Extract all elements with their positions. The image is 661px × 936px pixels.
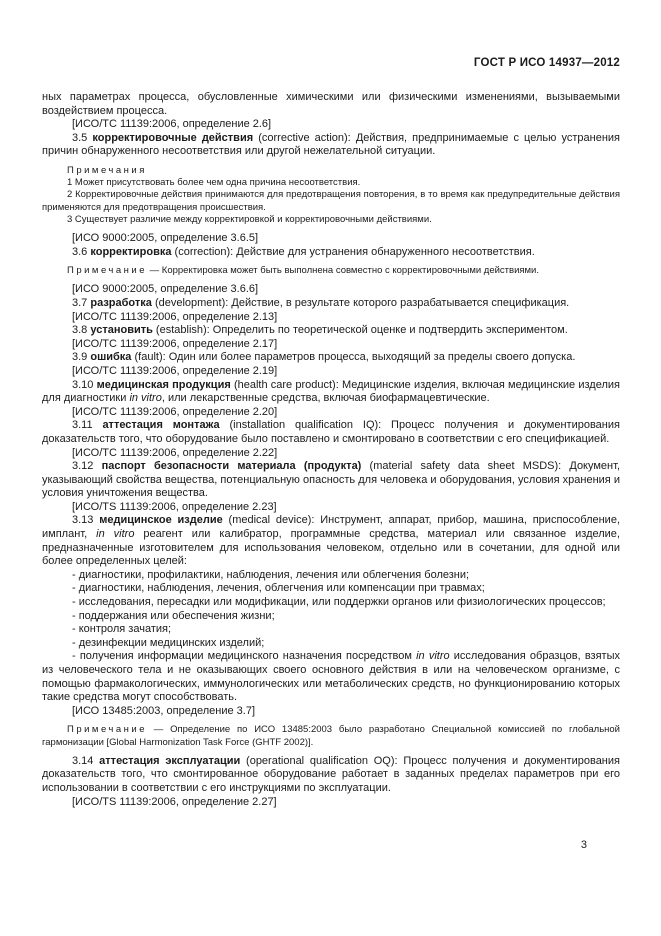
text-run: 3.12 (72, 460, 102, 473)
text-run: (installation qualification IQ): Процесс получения и документирования доказательств того, что оборудование было поставлено и смонтировано в соответствии с его спецификацией. (42, 419, 620, 445)
source-reference (42, 365, 620, 379)
text-run: [ИСО/TS 11139:2006, определение 2.27] (72, 795, 277, 808)
list-item (42, 623, 620, 637)
paragraph (42, 132, 620, 159)
source-reference (42, 283, 620, 297)
note (42, 177, 620, 189)
text-run: 3.5 (72, 131, 93, 144)
text-run: Примечание (67, 265, 147, 277)
text-run: 3.6 (72, 245, 91, 258)
text-run: [ИСО 9000:2005, определение 3.6.5] (72, 231, 259, 244)
text-run: [ИСО/TS 11139:2006, определение 2.23] (72, 500, 277, 513)
text-run: аттестация эксплуатации (99, 754, 241, 767)
text-run: [ИСО/ТС 11139:2006, определение 2.6] (72, 118, 272, 131)
text-run: [ИСО 13485:2003, определение 3.7] (72, 704, 256, 717)
source-reference (42, 406, 620, 420)
text-run: - исследования, пересадки или модификации, или поддержки органов или физиологических процессов; (72, 596, 606, 609)
note (42, 214, 620, 226)
text-run: - диагностики, профилактики, наблюдения, лечения или облегчения болезни; (72, 568, 470, 581)
list-item (42, 637, 620, 651)
paragraph (42, 419, 620, 446)
text-run: [ИСО/ТС 11139:2006, определение 2.19] (72, 364, 278, 377)
text-run: разработка (90, 296, 152, 309)
text-run: - поддержания или обеспечения жизни; (72, 609, 275, 622)
text-run: 3.13 (72, 514, 100, 527)
paragraph (42, 379, 620, 406)
paragraph (42, 297, 620, 311)
text-run: [ИСО/ТС 11139:2006, определение 2.13] (72, 310, 278, 323)
text-run: (operational qualification OQ): Процесс получения и документирования доказательств того, что смонтированное оборудование работает в заданных пределах параметров при его использовании в соответствии с его инструкциями по эксплуатации. (42, 754, 620, 794)
text-run: - контроля зачатия; (72, 623, 172, 636)
text-run: ных параметрах процесса, обусловленные химическими или физическими изменениями, вызываемыми воздействием процесса. (42, 91, 620, 117)
paragraph (42, 514, 620, 568)
document-header-title: ГОСТ Р ИСО 14937—2012 (473, 57, 620, 69)
note (42, 189, 620, 213)
source-reference (42, 705, 620, 719)
source-reference (42, 501, 620, 515)
text-run: - диагностики, наблюдения, лечения, облегчения или компенсации при травмах; (72, 582, 485, 595)
text-run: 1 Может присутствовать более чем одна причина несоответствия. (67, 177, 361, 189)
text-run: медицинская продукция (96, 378, 231, 391)
text-run: корректировка (90, 245, 172, 258)
source-reference (42, 338, 620, 352)
text-run: — Корректировка может быть выполнена совместно с корректировочными действиями. (147, 265, 540, 277)
text-run: (corrective action): Действия, предпринимаемые с целью устранения причин обнаруженного несоответствия или другой нежелательной ситуации. (42, 131, 620, 158)
text-run: (development): Действие, в результате которого разрабатывается спецификация. (151, 296, 570, 309)
text-run: (health care product): Медицинские изделия, включая медицинские изделия для диагностики (42, 378, 620, 405)
source-reference (42, 311, 620, 325)
text-run: [ИСО 9000:2005, определение 3.6.6] (72, 283, 259, 296)
text-run: ошибка (90, 351, 132, 364)
list-item (42, 569, 620, 583)
page-number: 3 (580, 839, 587, 851)
paragraph (42, 755, 620, 796)
list-item (42, 596, 620, 610)
source-reference (42, 796, 620, 810)
text-run: 3.14 (72, 754, 100, 767)
text-run: [ИСО/ТС 11139:2006, определение 2.17] (72, 337, 278, 350)
notes-heading (42, 165, 620, 177)
text-run: in vitro (416, 650, 450, 663)
text-run: 3 Существует различие между корректировкой и корректировочными действиями. (67, 213, 432, 225)
note (42, 265, 620, 277)
text-run: (material safety data sheet MSDS): Документ, указывающий свойства вещества, потенциальную опасность для человека и оборудования, условия хранения и условия уничтожения вещества. (42, 460, 621, 500)
text-run: медицинское изделие (99, 514, 223, 527)
text-run: Примечание (67, 724, 147, 736)
source-reference (42, 232, 620, 246)
text-run: in vitro (129, 392, 162, 405)
paragraph (42, 460, 620, 501)
list-item (42, 582, 620, 596)
text-run: - получения информации медицинского назначения посредством (72, 650, 417, 663)
text-run: (fault): Один или более параметров процесса, выходящий за пределы своего допуска. (131, 351, 576, 364)
source-reference (42, 118, 620, 132)
text-run: - дезинфекции медицинских изделий; (72, 636, 265, 649)
text-run: (correction): Действие для устранения обнаруженного несоответствия. (171, 245, 535, 258)
note (42, 724, 620, 748)
text-run: исследования образцов, взятых из человеческого тела и не оказывающих своего основного действия в или на человеческом организме, с помощью фармакологических, иммунологических или метаболических средств, но функционированию которых такие средства могут способствовать. (42, 650, 620, 704)
text-run: 3.11 (72, 419, 103, 432)
source-reference (42, 447, 620, 461)
text-run: (establish): Определить по теоретической оценке и подтвердить экспериментом. (152, 324, 568, 337)
list-item (42, 650, 620, 704)
text-run: паспорт безопасности материала (продукта) (101, 460, 362, 473)
paragraph-continuation (42, 91, 620, 118)
text-run: 3.8 (72, 324, 91, 337)
text-run: 3.7 (72, 296, 91, 309)
paragraph (42, 351, 620, 365)
paragraph (42, 246, 620, 260)
text-run: Примечания (67, 164, 147, 176)
text-run: реагент или калибратор, программные средства, материал или связанное изделие, предназначенные изготовителем для использования человеком, отдельно или в сочетании, для одной или более определенных целей: (42, 528, 620, 568)
text-run: , или лекарственные средства, включая биофармацевтические. (161, 392, 490, 405)
text-run: 2 Корректировочные действия принимаются для предотвращения повторения, в то время как предупредительные действия применяются для предотвращения происшествия. (42, 189, 620, 213)
text-run: установить (90, 324, 153, 337)
text-run: — Определение по ИСО 13485:2003 было разработано Специальной комиссией по глобальной гармонизации [Global Harmonization Task Force (GHTF 2002)]. (42, 724, 620, 748)
text-run: 3.9 (72, 351, 91, 364)
document-body (42, 91, 620, 809)
paragraph (42, 324, 620, 338)
text-run: 3.10 (72, 378, 97, 391)
text-run: [ИСО/ТС 11139:2006, определение 2.20] (72, 405, 278, 418)
text-run: in vitro (96, 528, 135, 541)
text-run: корректировочные действия (92, 131, 254, 144)
text-run: аттестация монтажа (102, 419, 220, 432)
text-run: [ИСО/ТС 11139:2006, определение 2.22] (72, 446, 278, 459)
text-run: (medical device): Инструмент, аппарат, прибор, машина, приспособление, имплант, (42, 514, 620, 541)
list-item (42, 610, 620, 624)
